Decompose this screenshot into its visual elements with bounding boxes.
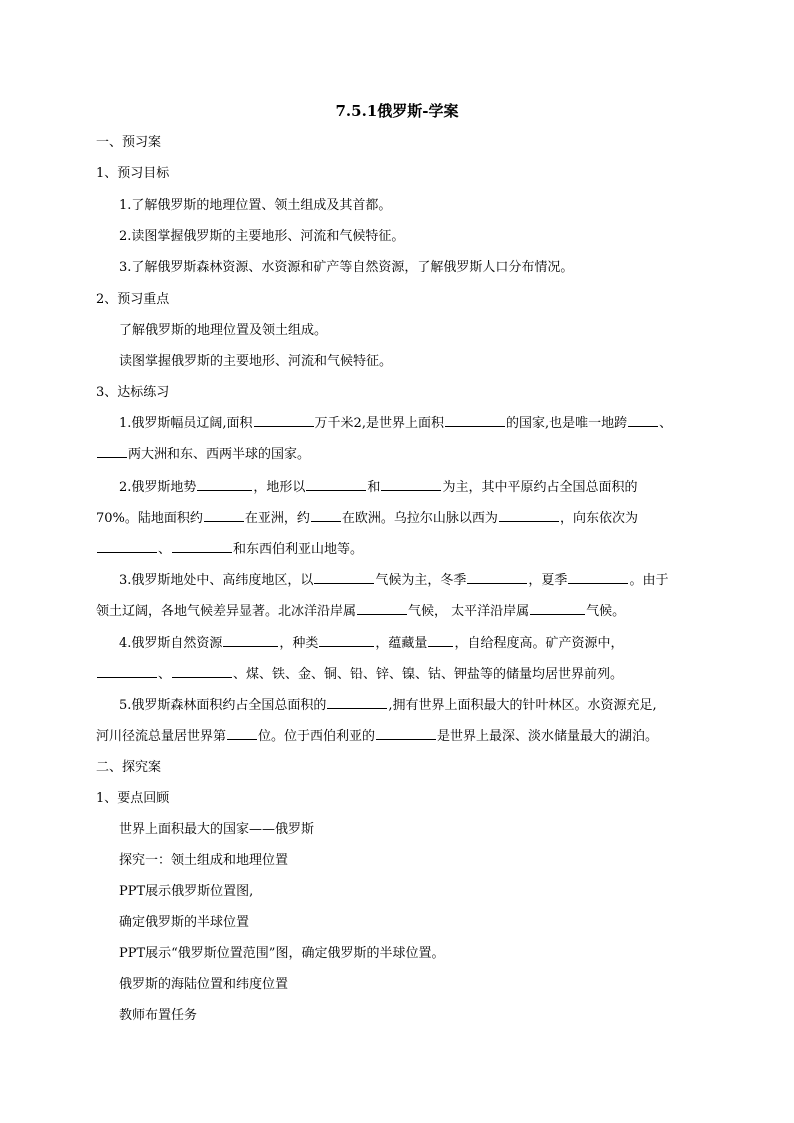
text: ，地形以 (253, 480, 306, 495)
subheading-focus: 2、预习重点 (96, 292, 170, 307)
question-5-line-2 (96, 726, 686, 747)
question-5-line-1 (119, 695, 709, 716)
question-1-line-2 (96, 444, 686, 465)
text: 两大洲和东、西两半球的国家。 (128, 447, 311, 462)
answer-blank[interactable] (381, 477, 441, 491)
explore-line-1: PPT展示俄罗斯位置图, (119, 884, 254, 899)
answer-blank[interactable] (172, 664, 232, 678)
text: 和东西伯利亚山地等。 (233, 542, 364, 557)
focus-1: 了解俄罗斯的地理位置及领土组成。 (119, 323, 328, 338)
subheading-exercises: 3、达标练习 (96, 385, 170, 400)
text: 、 (158, 542, 172, 557)
text: 气候。 (586, 604, 626, 619)
text: 为主，其中平原约占全国总面积的 (442, 480, 638, 495)
text: 在欧洲。乌拉尔山脉以西为 (341, 511, 498, 526)
text: 和 (367, 480, 381, 495)
answer-blank[interactable] (499, 508, 559, 522)
subheading-review: 1、要点回顾 (96, 791, 170, 806)
answer-blank[interactable] (445, 413, 505, 427)
answer-blank[interactable] (376, 726, 436, 740)
answer-blank[interactable] (467, 570, 527, 584)
text: 2.俄罗斯地势 (119, 480, 197, 495)
text: 4.俄罗斯自然资源 (119, 636, 223, 651)
section-heading-preview: 一、预习案 (96, 135, 162, 150)
goal-3: 3.了解俄罗斯森林资源、水资源和矿产等自然资源，了解俄罗斯人口分布情况。 (119, 260, 574, 275)
answer-blank[interactable] (223, 633, 278, 647)
answer-blank[interactable] (428, 633, 453, 647)
question-3-line-2 (96, 601, 686, 622)
focus-2: 读图掌握俄罗斯的主要地形、河流和气候特征。 (119, 354, 393, 369)
text: ,拥有世界上面积最大的针叶林区。水资源充足, (388, 698, 657, 713)
text: 1.俄罗斯幅员辽阔,面积 (119, 416, 253, 431)
question-2-line-3 (96, 539, 686, 560)
text: ，夏季 (528, 573, 568, 588)
text: 3.俄罗斯地处中、高纬度地区，以 (119, 573, 314, 588)
text: 5.俄罗斯森林面积约占全国总面积的 (119, 698, 327, 713)
text: ，种类 (279, 636, 319, 651)
text: 气候， 太平洋沿岸属 (408, 604, 530, 619)
answer-blank[interactable] (530, 601, 585, 615)
answer-blank[interactable] (306, 477, 366, 491)
question-1-line-1 (119, 413, 709, 434)
question-2-line-1 (119, 477, 709, 498)
explore-line-3: PPT展示“俄罗斯位置范围”图，确定俄罗斯的半球位置。 (119, 946, 445, 961)
question-4-line-2 (96, 664, 686, 685)
text: 是世界上最深、淡水储量最大的湖泊。 (437, 729, 659, 744)
subheading-goals: 1、预习目标 (96, 166, 170, 181)
text: 河川径流总量居世界第 (96, 729, 227, 744)
answer-blank[interactable] (357, 601, 407, 615)
text: ，向东依次为 (559, 511, 638, 526)
text: ，自给程度高。矿产资源中， (454, 636, 624, 651)
goal-1: 1.了解俄罗斯的地理位置、领土组成及其首都。 (119, 198, 392, 213)
document-title: 7.5.1俄罗斯-学案 (335, 102, 459, 120)
answer-blank[interactable] (314, 570, 374, 584)
answer-blank[interactable] (204, 508, 244, 522)
text: 位。位于西伯利亚的 (258, 729, 376, 744)
review-line: 世界上面积最大的国家——俄罗斯 (119, 822, 315, 837)
answer-blank[interactable] (97, 539, 157, 553)
explore-1-title: 探究一：领土组成和地理位置 (119, 853, 289, 868)
text: 、 (659, 416, 673, 431)
answer-blank[interactable] (97, 444, 127, 458)
question-4-line-1 (119, 633, 709, 654)
text: 在亚洲，约 (244, 511, 310, 526)
explore-line-5: 教师布置任务 (119, 1008, 198, 1023)
goal-2: 2.读图掌握俄罗斯的主要地形、河流和气候特征。 (119, 229, 405, 244)
text: 的国家,也是唯一地跨 (505, 416, 628, 431)
answer-blank[interactable] (311, 508, 341, 522)
answer-blank[interactable] (327, 695, 387, 709)
text: 万千米2,是世界上面积 (314, 416, 444, 431)
section-heading-explore: 二、探究案 (96, 760, 162, 775)
text: ，蕴藏量 (375, 636, 428, 651)
answer-blank[interactable] (97, 664, 157, 678)
text: 。由于 (629, 573, 669, 588)
question-2-line-2 (96, 508, 686, 529)
answer-blank[interactable] (319, 633, 374, 647)
text: 领土辽阔，各地气候差异显著。北冰洋沿岸属 (96, 604, 357, 619)
answer-blank[interactable] (568, 570, 628, 584)
text: 70%。陆地面积约 (96, 511, 203, 526)
explore-line-4: 俄罗斯的海陆位置和纬度位置 (119, 977, 289, 992)
answer-blank[interactable] (227, 726, 257, 740)
explore-line-2: 确定俄罗斯的半球位置 (119, 915, 250, 930)
answer-blank[interactable] (197, 477, 252, 491)
answer-blank[interactable] (172, 539, 232, 553)
answer-blank[interactable] (254, 413, 314, 427)
text: 气候为主，冬季 (375, 573, 467, 588)
text: 、 (158, 667, 172, 682)
text: 、煤、铁、金、铜、铅、锌、镍、钴、钾盐等的储量均居世界前列。 (233, 667, 624, 682)
question-3-line-1 (119, 570, 709, 591)
answer-blank[interactable] (628, 413, 658, 427)
